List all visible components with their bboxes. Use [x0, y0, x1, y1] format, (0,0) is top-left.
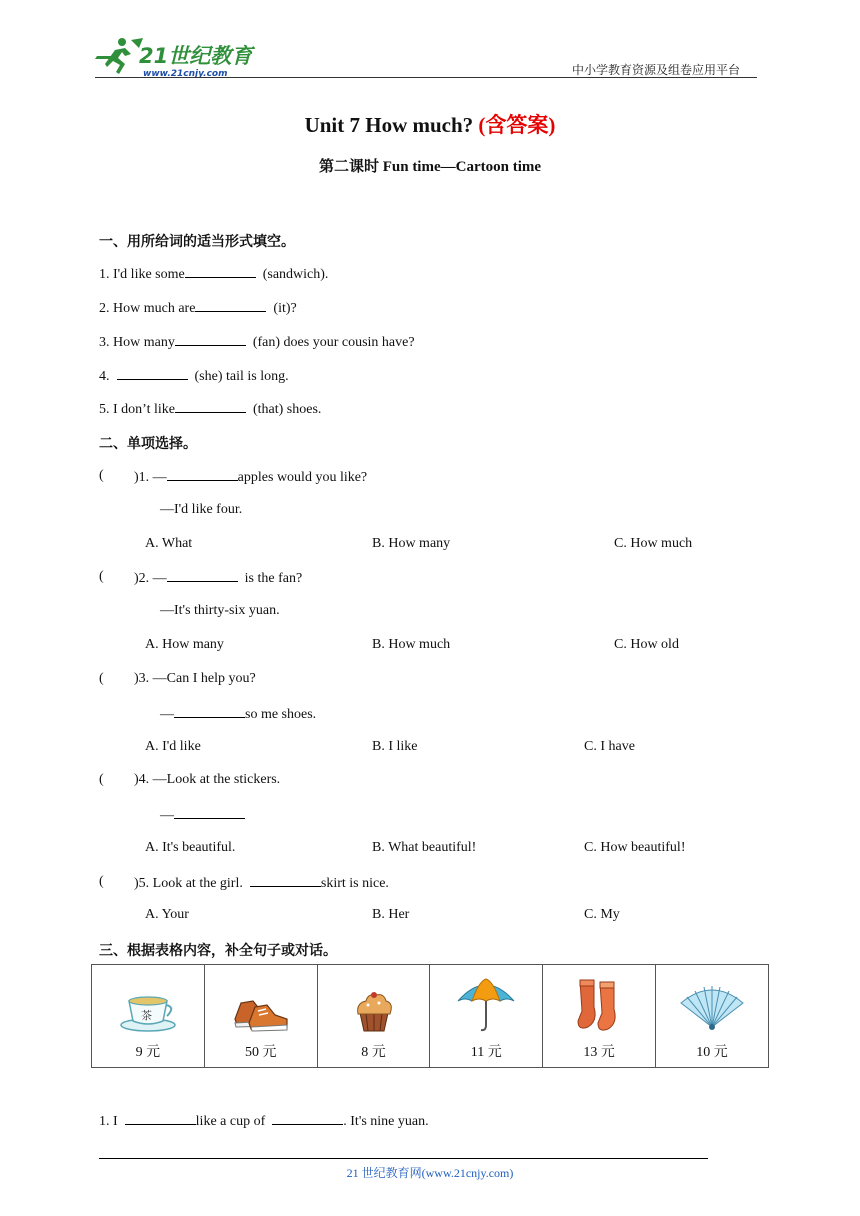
price-sneakers: 50 元: [245, 1045, 277, 1060]
price-umbrella: 11 元: [470, 1045, 502, 1060]
price-socks: 13 元: [583, 1045, 615, 1060]
s1-item-2: 2. How much are (it)?: [99, 298, 297, 318]
s2-q3: (: [99, 671, 104, 686]
section3-heading: 三、根据表格内容，补全句子或对话。: [99, 943, 337, 959]
s2-q3-reply: — so me shoes.: [160, 704, 316, 724]
s2-q1: (: [99, 468, 104, 483]
s2-q5: (: [99, 874, 104, 889]
s2-q2-stem: )2. — is the fan?: [134, 568, 302, 588]
section1-heading: 一、用所给词的适当形式填空。: [99, 234, 295, 250]
price-teacup: 9 元: [135, 1045, 161, 1060]
s2-q1-stem: )1. — apples would you like?: [134, 467, 367, 487]
price-cell-socks: [543, 965, 656, 1068]
sneakers-icon: [231, 989, 291, 1033]
price-cupcake: 8 元: [361, 1045, 386, 1060]
footer-text: 21 世纪教育网(www.21cnjy.com): [346, 1166, 514, 1180]
s2-q3-option-b: B. I like: [372, 739, 418, 754]
page-subtitle: 第二课时 Fun time—Cartoon time: [318, 159, 542, 175]
s2-q2-option-c: C. How old: [614, 637, 679, 652]
price-cell-umbrella: [430, 965, 543, 1068]
s1-item-1: 1. I'd like some (sandwich).: [99, 264, 328, 284]
s2-q4-reply: —: [160, 805, 245, 825]
footer-rule: [99, 1158, 708, 1159]
s2-q5-option-b: B. Her: [372, 907, 410, 922]
price-cell-teacup: [92, 965, 205, 1068]
s2-q4: (: [99, 772, 104, 787]
fan-icon: [679, 983, 745, 1033]
s2-q4-stem: )4. —Look at the stickers.: [134, 772, 281, 787]
s2-q4-option-b: B. What beautiful!: [372, 840, 477, 855]
s2-q3-stem: )3. —Can I help you?: [134, 671, 256, 686]
s1-item-3: 3. How many (fan) does your cousin have?: [99, 332, 415, 352]
header-rule: [95, 77, 757, 78]
section2-heading: 二、单项选择。: [99, 436, 197, 452]
price-table: [91, 964, 769, 1068]
price-cell-fan: [655, 965, 768, 1068]
logo-url: www.21cnjy.com: [143, 69, 228, 79]
logo-icon: [95, 34, 265, 80]
s2-q3-option-c: C. I have: [584, 739, 635, 754]
s2-q5-stem: )5. Look at the girl. skirt is nice.: [134, 873, 389, 893]
s2-q1-reply: —I'd like four.: [160, 502, 243, 517]
s2-q1-option-a: A. What: [145, 536, 193, 551]
title-answer-tag: (含答案): [478, 113, 556, 137]
page-title: [0, 109, 860, 139]
s2-q2-reply: —It's thirty-six yuan.: [160, 603, 280, 618]
s2-q2-option-b: B. How much: [372, 637, 451, 652]
s2-q5-option-a: A. Your: [145, 907, 189, 922]
price-cell-sneakers: [204, 965, 317, 1068]
s2-q2: (: [99, 569, 104, 584]
cupcake-icon: [352, 989, 396, 1033]
price-cell-cupcake: [317, 965, 430, 1068]
s2-q1-option-c: C. How much: [614, 536, 693, 551]
price-fan: 10 元: [696, 1045, 728, 1060]
s3-question-1: 1. I like a cup of . It's nine yuan.: [99, 1111, 429, 1131]
platform-label: 中小学教育资源及组卷应用平台: [572, 63, 741, 77]
s2-q4-option-a: A. It's beautiful.: [145, 840, 236, 855]
umbrella-icon: [455, 977, 517, 1033]
title-main: Unit 7 How much?: [304, 113, 474, 137]
s2-q2-option-a: A. How many: [145, 637, 224, 652]
s2-q5-option-c: C. My: [584, 907, 620, 922]
socks-icon: [574, 977, 624, 1033]
logo-text: 21世纪教育: [139, 44, 253, 68]
teacup-icon: [119, 989, 177, 1033]
s2-q1-option-b: B. How many: [372, 536, 451, 551]
s2-q3-option-a: A. I'd like: [145, 739, 201, 754]
s2-q4-option-c: C. How beautiful!: [584, 840, 686, 855]
s1-item-4: 4. (she) tail is long.: [99, 366, 289, 386]
svg-text:茶: 茶: [140, 1009, 152, 1022]
s1-item-5: 5. I don’t like (that) shoes.: [99, 399, 321, 419]
